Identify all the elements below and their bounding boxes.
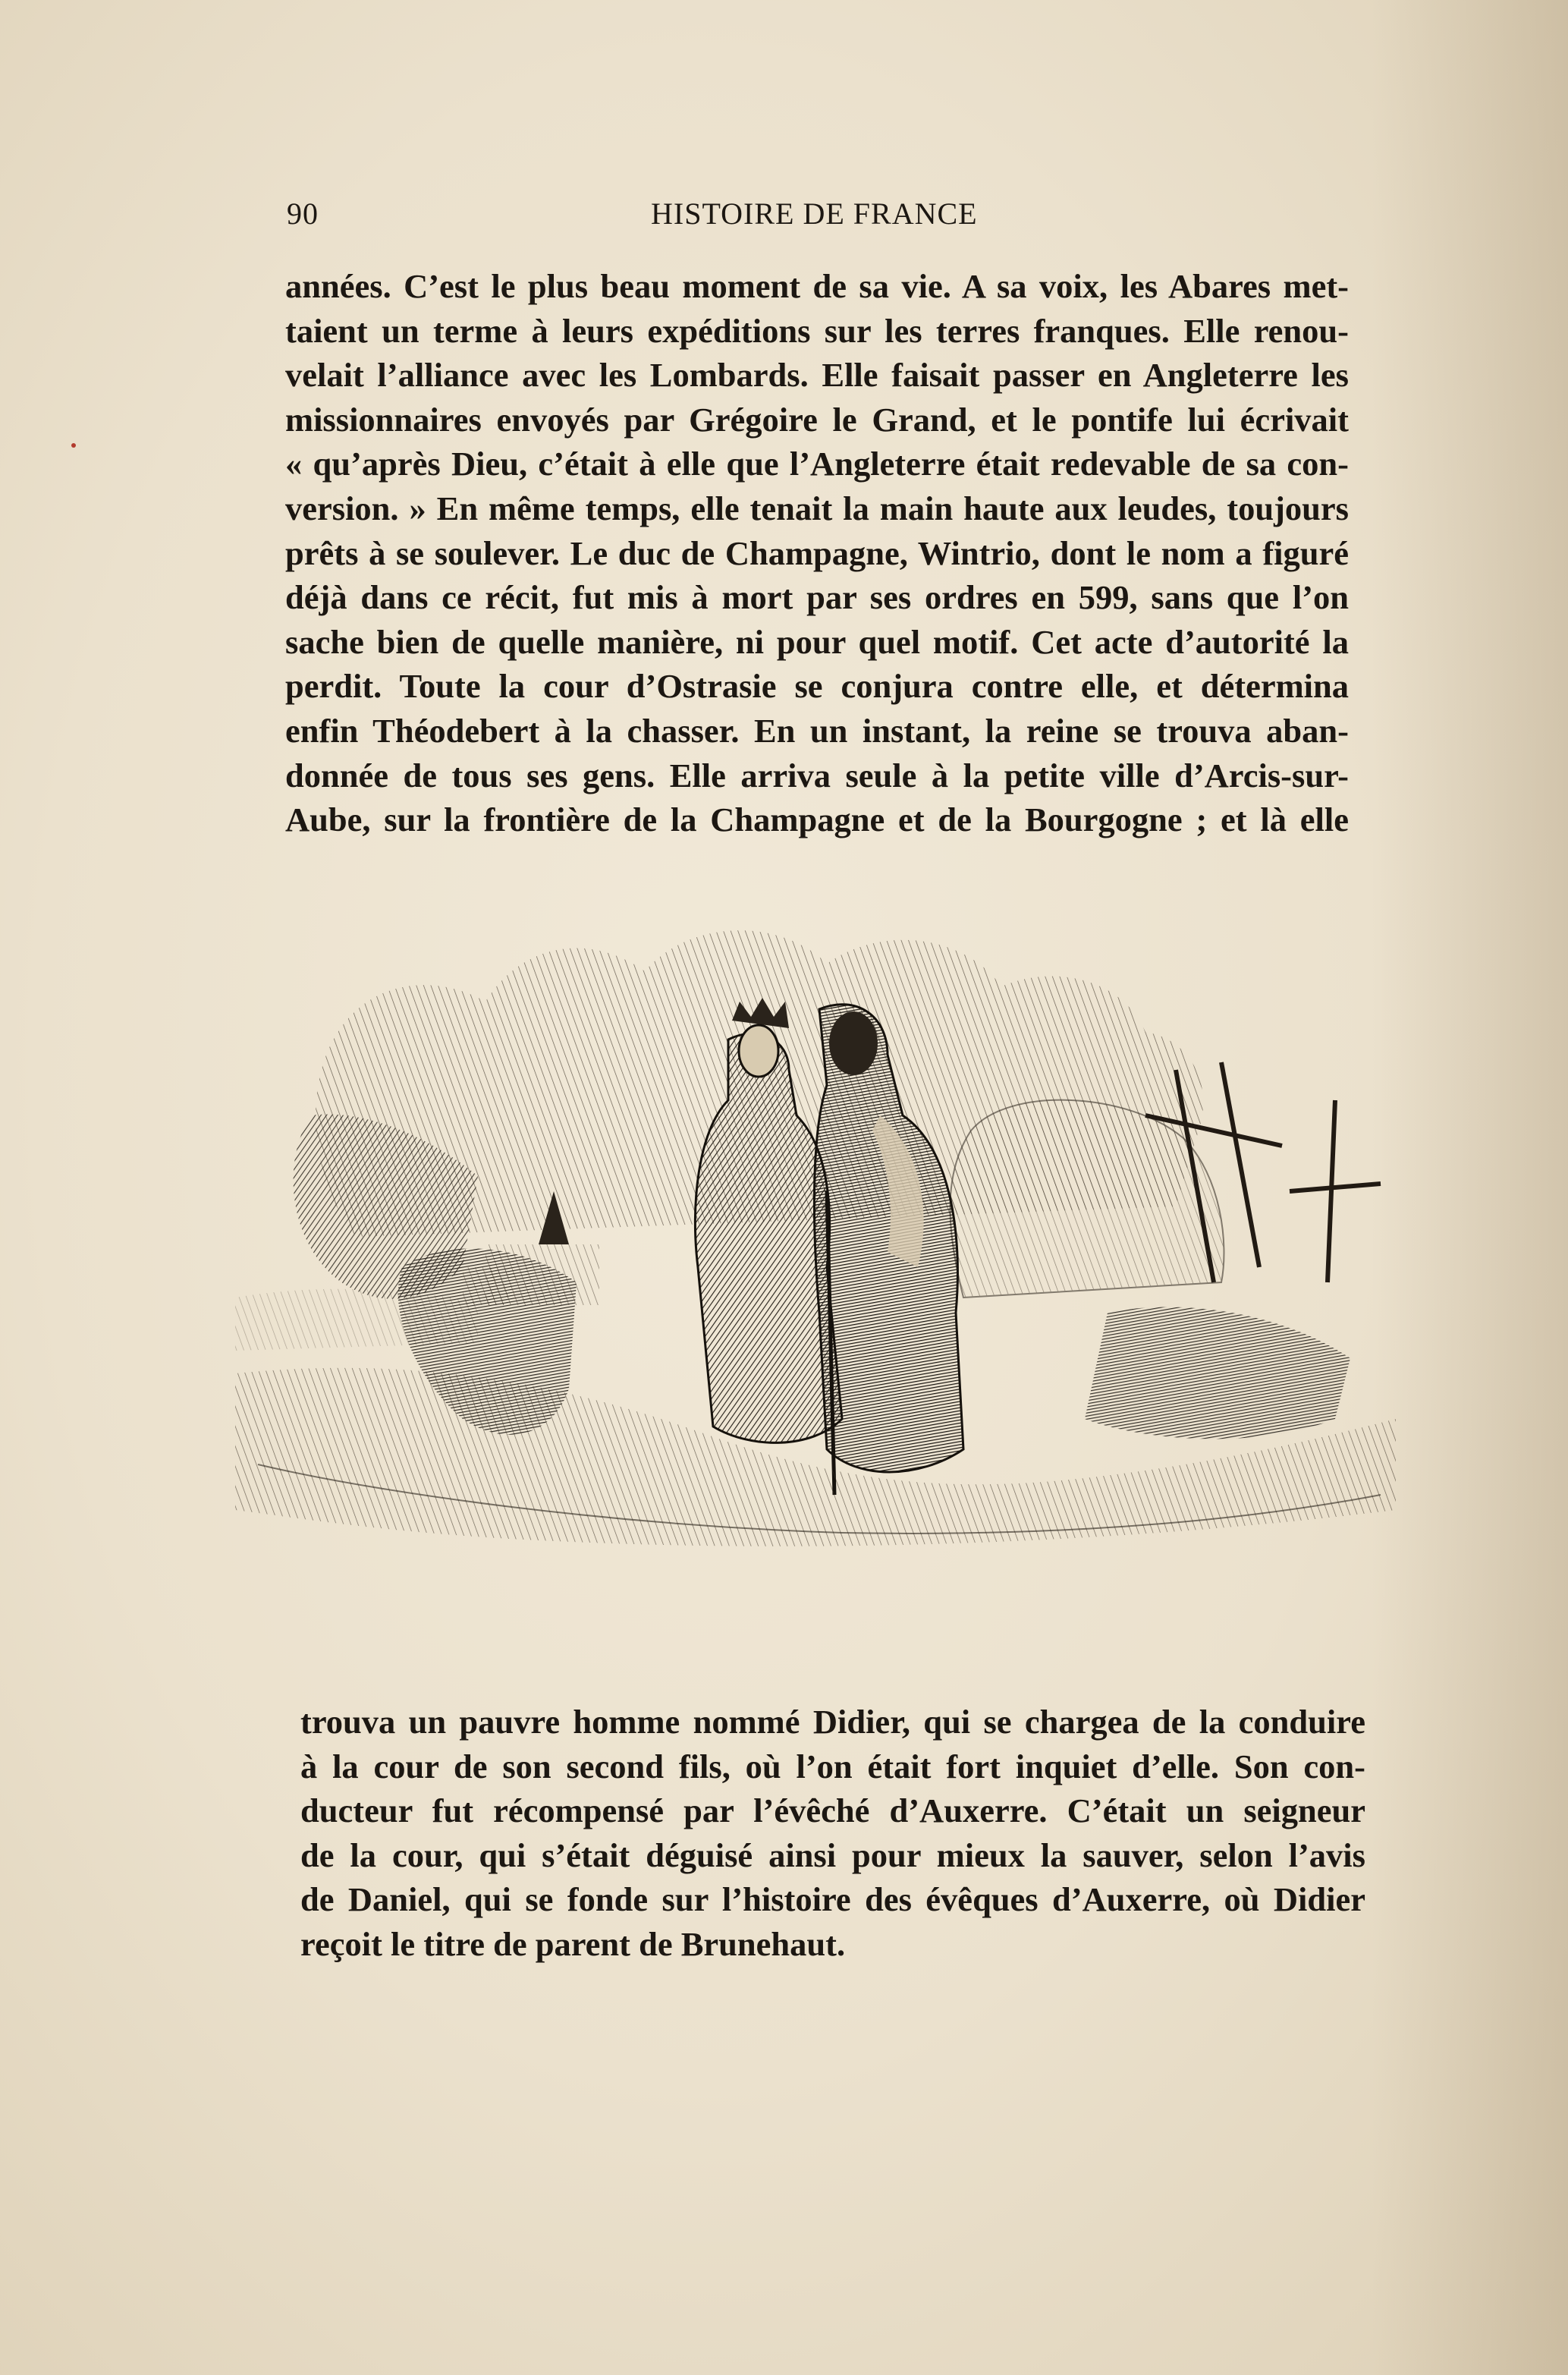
red-ink-spot	[71, 443, 76, 448]
text-line: trouva un pauvre homme nommé Didier, qui se chargea de la conduire	[300, 1703, 1365, 1741]
page-number: 90	[287, 197, 319, 231]
text-line: missionnaires envoyés par Grégoire le Grand, et le pontife lui écrivait	[285, 400, 1349, 439]
paragraph-top	[285, 264, 1349, 842]
engraving-illustration	[235, 888, 1396, 1639]
paragraph-bottom	[300, 1700, 1365, 1967]
text-line: version. » En même temps, elle tenait la main haute aux leudes, toujours	[285, 489, 1349, 527]
text-line: années. C’est le plus beau moment de sa vie. A sa voix, les Abares met-	[285, 267, 1349, 305]
page-header	[287, 196, 1349, 241]
text-line: reçoit le titre de parent de Brunehaut.	[300, 1924, 846, 1963]
text-line: « qu’après Dieu, c’était à elle que l’Angleterre était redevable de sa con-	[285, 445, 1349, 483]
text-line: à la cour de son second fils, où l’on était fort inquiet d’elle. Son con-	[300, 1747, 1365, 1785]
text-line: velait l’alliance avec les Lombards. Elle faisait passer en Angleterre les	[285, 356, 1349, 395]
text-line: perdit. Toute la cour d’Ostrasie se conjura contre elle, et détermina	[285, 667, 1349, 706]
text-line: taient un terme à leurs expéditions sur les terres franques. Elle renou-	[285, 311, 1349, 350]
text-line: Aube, sur la frontière de la Champagne et de la Bourgogne ; et là elle	[285, 801, 1349, 839]
text-line: ducteur fut récompensé par l’évêché d’Auxerre. C’était un seigneur	[300, 1791, 1365, 1830]
text-line: déjà dans ce récit, fut mis à mort par ses ordres en 599, sans que l’on	[285, 578, 1349, 617]
running-title: HISTOIRE DE FRANCE	[651, 197, 978, 231]
text-line: sache bien de quelle manière, ni pour quel motif. Cet acte d’autorité la	[285, 622, 1349, 661]
text-line: de Daniel, qui se fonde sur l’histoire des évêques d’Auxerre, où Didier	[300, 1880, 1365, 1919]
text-line: prêts à se soulever. Le duc de Champagne, Wintrio, dont le nom a figuré	[285, 533, 1349, 572]
text-line: donnée de tous ses gens. Elle arriva seule à la petite ville d’Arcis-sur-	[285, 756, 1349, 794]
text-line: enfin Théodebert à la chasser. En un instant, la reine se trouva aban-	[285, 711, 1349, 750]
page-shadow	[1371, 0, 1568, 2375]
text-line: de la cour, qui s’était déguisé ainsi pour mieux la sauver, selon l’avis	[300, 1836, 1365, 1874]
